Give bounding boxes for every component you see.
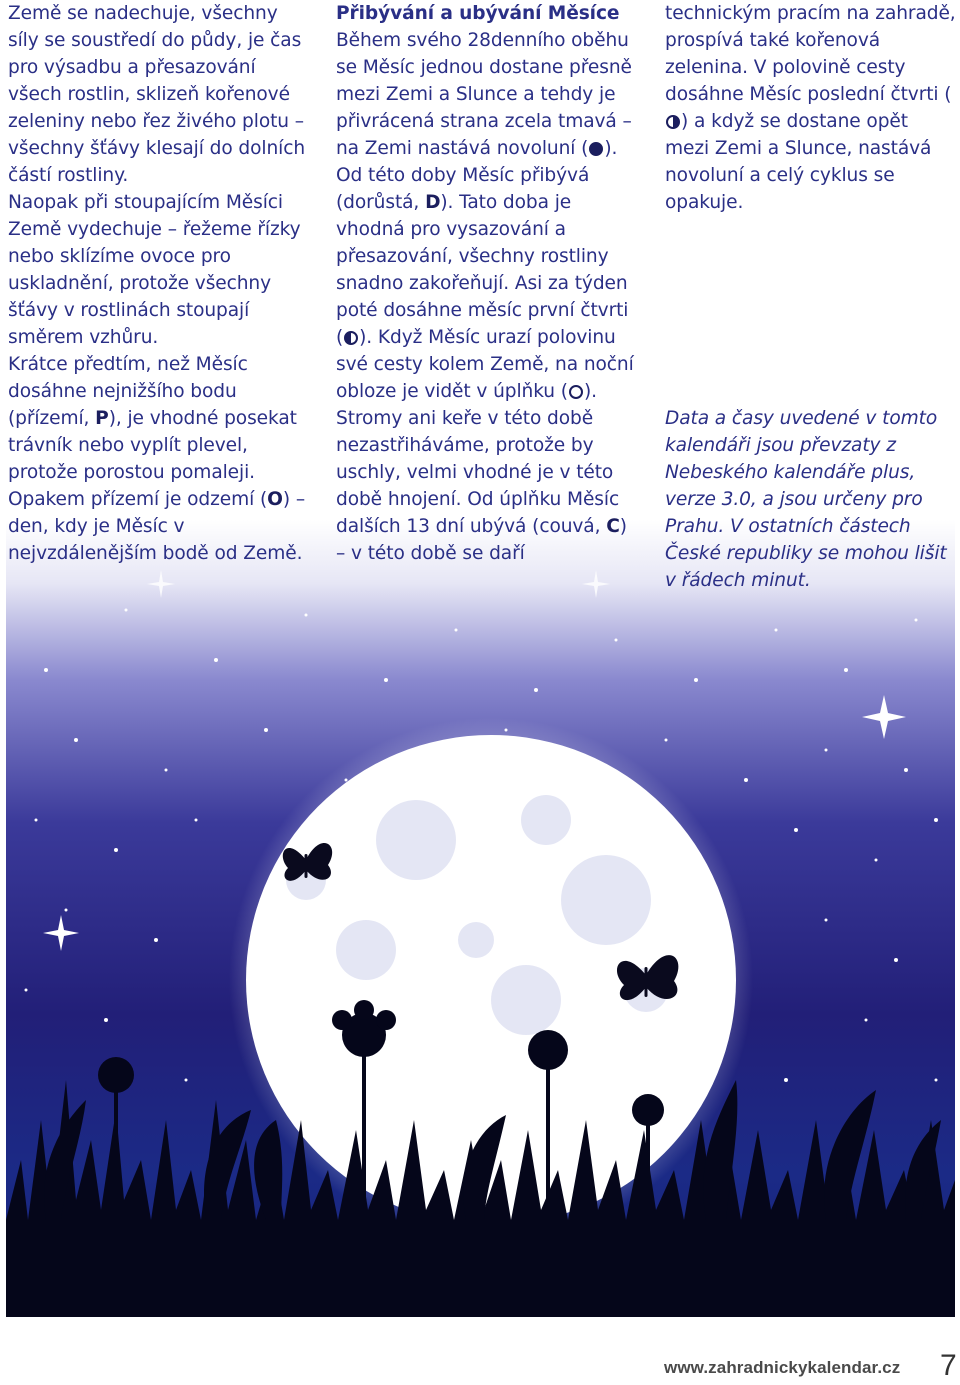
page-number: 7 xyxy=(940,1349,957,1382)
first-quarter-icon xyxy=(344,331,358,345)
perigee-symbol: P xyxy=(95,408,109,429)
night-garden-illustration xyxy=(6,520,955,1317)
apogee-symbol: O xyxy=(267,489,283,510)
new-moon-icon xyxy=(589,142,603,156)
paragraph: Během svého 28denního oběhu se Měsíc jednou dostane přesně mezi Zemi a Slunce a tehdy je přivrácená strana zcela tmavá – na Zemi nastává novoluní ( ). Od této doby Měsíc přibývá (dorůstá, D). Tato doba je vhodná pro vysazování a přesazování, všechny rostliny snadno zakořeňují. Asi za týden poté dosáhne měsíc první čtvrti ( ). Když Měsíc urazí polovinu své cesty kolem Země, na noční obloze je vidět v úplňku ( ). Stromy ani keře v této době nezastřiháváme, protože by uschly, velmi vhodné je v této době hnojení. Od úplňku Měsíc dalších 13 dní ubývá (couvá, C) – v této době se daří xyxy=(336,30,634,564)
waning-symbol: C xyxy=(606,516,620,537)
paragraph: Naopak při stoupajícím Měsíci Země vydechuje – řežeme řízky nebo sklízíme ovoce pro uskladnění, protože všechny šťávy v rostlinách stoupají směrem vzhůru. xyxy=(8,192,301,348)
data-source-note: Data a časy uvedené v tomto kalendáři jsou převzaty z Nebeského kalendáře plus, verze 3.0, a jsou určeny pro Prahu. V ostatních částech České republiky se mohou lišit v řádech minut. xyxy=(665,408,947,591)
text-column-3 xyxy=(665,0,957,594)
paragraph: Krátce předtím, než Měsíc dosáhne nejnižšího bodu (přízemí, P), je vhodné posekat trávník nebo vyplít plevel, protože porostou pomaleji. xyxy=(8,354,297,483)
website-link[interactable]: www.zahradnickykalendar.cz xyxy=(664,1358,901,1377)
waxing-symbol: D xyxy=(425,192,441,213)
paragraph: Opakem přízemí je odzemí (O) – den, kdy je Měsíc v nejvzdálenějším bodě od Země. xyxy=(8,489,306,564)
section-heading: Přibývání a ubývání Měsíce xyxy=(336,3,620,24)
paragraph: technickým pracím na zahradě, prospívá také kořenová zelenina. V polovině cesty dosáhne Měsíc poslední čtvrti () a když se dostane opět mezi Zemi a Slunce, nastává novoluní a celý cyklus se opakuje. xyxy=(665,3,956,213)
last-quarter-icon xyxy=(666,115,680,129)
paragraph: Země se nadechuje, všechny síly se soustředí do půdy, je čas pro výsadbu a přesazování všech rostlin, sklizeň kořenové zeleniny nebo řez živého plotu – všechny šťávy klesají do dolních částí rostliny. xyxy=(8,3,306,186)
full-moon-icon xyxy=(569,385,583,399)
text-column-2 xyxy=(336,0,636,567)
text-column-1 xyxy=(8,0,308,567)
